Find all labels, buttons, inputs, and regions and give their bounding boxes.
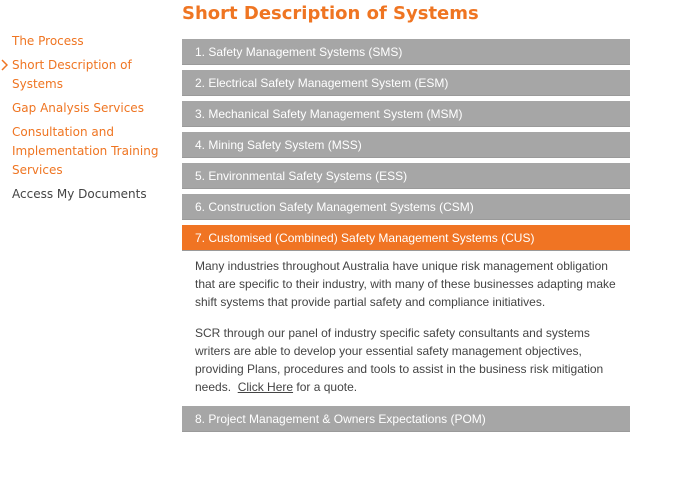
sidebar-item-label: The Process — [12, 34, 84, 48]
sidebar-item-gap-analysis[interactable] — [12, 99, 162, 118]
chevron-right-icon — [0, 59, 8, 71]
accordion-panel-cus — [182, 251, 630, 406]
sidebar-item-label: Short Description of Systems — [12, 58, 132, 91]
accordion-header-cus[interactable]: 7. Customised (Combined) Safety Management Systems (CUS) — [182, 225, 630, 251]
accordion-header-csm[interactable]: 6. Construction Safety Management Systems (CSM) — [182, 194, 630, 220]
accordion-header-sms[interactable]: 1. Safety Management Systems (SMS) — [182, 39, 630, 65]
sidebar-item-consultation[interactable] — [12, 123, 162, 180]
sidebar-nav — [12, 32, 162, 209]
sidebar-item-short-description[interactable] — [12, 56, 162, 94]
panel-paragraph-text: SCR through our panel of industry specific safety consultants and systems writers are able to develop your essential safety management objectives, providing Plans, procedures and tools to assist in the business risk mitigation needs. — [195, 326, 604, 394]
accordion-header-pom[interactable]: 8. Project Management & Owners Expectations (POM) — [182, 406, 630, 432]
panel-paragraph: Many industries throughout Australia have unique risk management obligation that are specific to their industry, with many of these businesses adapting make shift systems that provide partial safety and compliance initiatives. — [195, 259, 616, 309]
systems-accordion — [182, 39, 630, 432]
page-title: Short Description of Systems — [182, 3, 479, 24]
sidebar-item-label: Gap Analysis Services — [12, 101, 144, 115]
panel-paragraph-tail: for a quote. — [296, 380, 358, 394]
main-content — [182, 0, 630, 437]
sidebar-item-the-process[interactable] — [12, 32, 162, 51]
accordion-header-msm[interactable]: 3. Mechanical Safety Management System (MSM) — [182, 101, 630, 127]
sidebar-item-label: Access My Documents — [12, 187, 147, 201]
accordion-header-ess[interactable]: 5. Environmental Safety Systems (ESS) — [182, 163, 630, 189]
click-here-link[interactable]: Click Here — [237, 380, 294, 394]
sidebar-item-access-documents[interactable] — [12, 185, 162, 204]
accordion-header-mss[interactable]: 4. Mining Safety System (MSS) — [182, 132, 630, 158]
panel-paragraph — [195, 324, 624, 396]
accordion-header-esm[interactable]: 2. Electrical Safety Management System (ESM) — [182, 70, 630, 96]
sidebar-item-label: Consultation and Implementation Training Services — [12, 125, 159, 177]
